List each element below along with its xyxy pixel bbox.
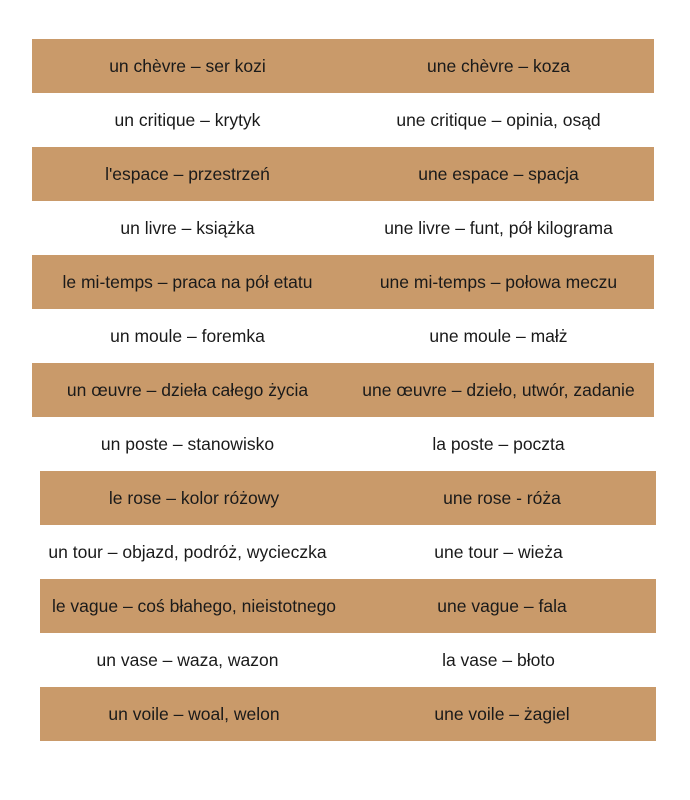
row-right-cell: la vase – błoto — [442, 649, 555, 670]
row-right-cell: une tour – wieża — [434, 541, 563, 562]
table-row — [32, 39, 654, 93]
row-left-cell: un critique – krytyk — [114, 109, 261, 130]
row-right-cell: une moule – małż — [429, 325, 568, 346]
table-row — [40, 687, 656, 741]
row-right-cell: une œuvre – dzieło, utwór, zadanie — [362, 379, 635, 400]
row-left-cell: un livre – książka — [120, 217, 255, 238]
row-left-cell: le rose – kolor różowy — [108, 487, 280, 508]
row-left-cell: le mi-temps – praca na pół etatu — [62, 271, 313, 292]
table-row — [32, 147, 654, 201]
row-right-cell: une espace – spacja — [418, 163, 579, 184]
table-row — [32, 417, 654, 471]
row-right-cell: la poste – poczta — [432, 433, 565, 454]
row-left-cell: un moule – foremka — [110, 325, 265, 346]
row-left-cell: un chèvre – ser kozi — [109, 55, 266, 76]
row-left-cell: le vague – coś błahego, nieistotnego — [51, 595, 337, 616]
row-left-cell: un voile – woal, welon — [108, 703, 280, 724]
row-left-cell: un poste – stanowisko — [100, 433, 275, 454]
row-right-cell: une critique – opinia, osąd — [396, 109, 601, 130]
table-row — [40, 471, 656, 525]
table-row — [32, 93, 654, 147]
table-row — [32, 255, 654, 309]
row-left-cell: l'espace – przestrzeń — [105, 163, 270, 184]
vocabulary-table — [32, 39, 654, 741]
table-row — [40, 579, 656, 633]
row-right-cell: une chèvre – koza — [426, 55, 570, 76]
table-row — [32, 309, 654, 363]
table-row — [32, 363, 654, 417]
table-row — [32, 525, 654, 579]
row-left-cell: un vase – waza, wazon — [96, 649, 279, 670]
row-right-cell: une mi-temps – połowa meczu — [379, 271, 618, 292]
row-right-cell: une rose - róża — [443, 487, 561, 508]
table-row — [32, 633, 654, 687]
row-left-cell: un tour – objazd, podróż, wycieczka — [48, 541, 327, 562]
row-left-cell: un œuvre – dzieła całego życia — [66, 379, 309, 400]
row-right-cell: une vague – fala — [437, 595, 567, 616]
row-right-cell: une voile – żagiel — [434, 703, 570, 724]
table-row — [32, 201, 654, 255]
row-right-cell: une livre – funt, pół kilograma — [384, 217, 613, 238]
